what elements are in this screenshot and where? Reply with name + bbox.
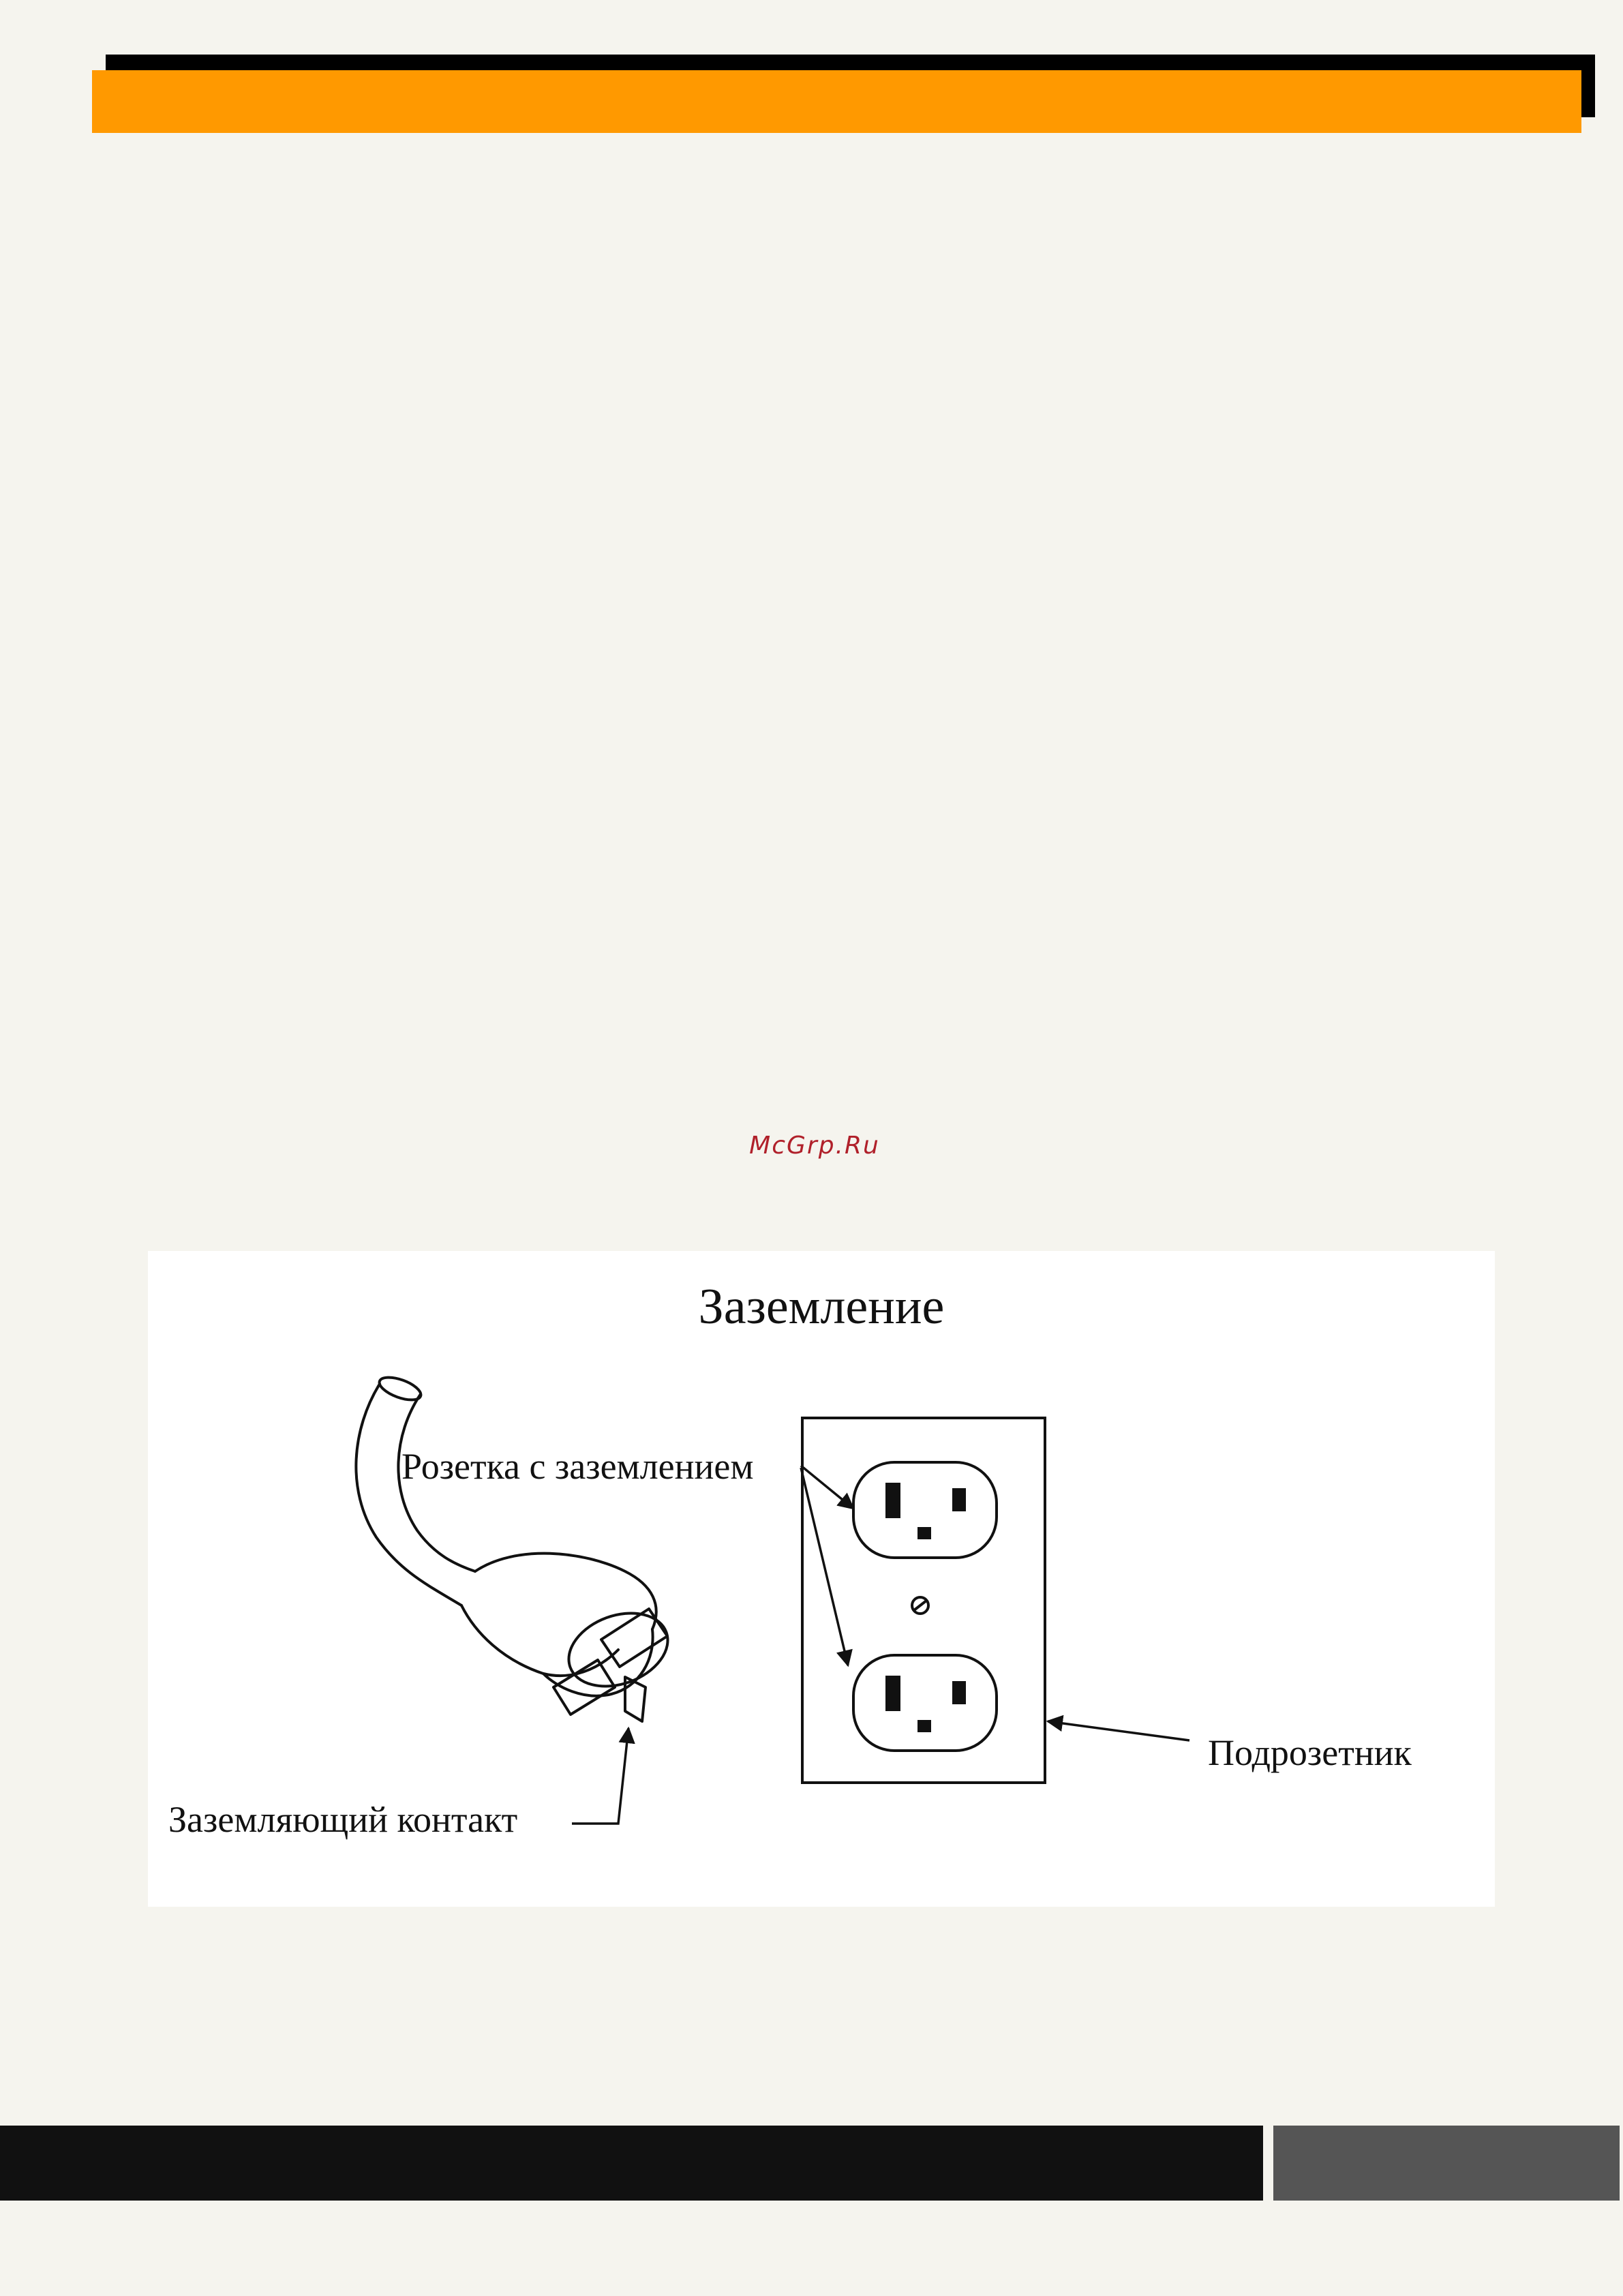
grounding-figure <box>148 1251 1495 1907</box>
outlet-slots-icon <box>885 1483 966 1732</box>
grounded-outlet-label: Розетка с заземлением <box>401 1446 754 1487</box>
figure-title: Заземление <box>698 1279 945 1335</box>
watermark-text: McGrp.Ru <box>749 1132 880 1160</box>
plug-cord-icon <box>356 1373 678 1721</box>
pointer-arrows <box>572 1466 1189 1824</box>
header-accent-bar <box>92 70 1581 133</box>
ground-pin-label: Заземляющий контакт <box>168 1799 518 1840</box>
footer-dark-bar <box>0 2126 1263 2201</box>
outlet-box-label: Подрозетник <box>1208 1732 1412 1773</box>
outlet-screw-icon <box>912 1597 928 1614</box>
footer-gray-bar <box>1273 2126 1620 2201</box>
